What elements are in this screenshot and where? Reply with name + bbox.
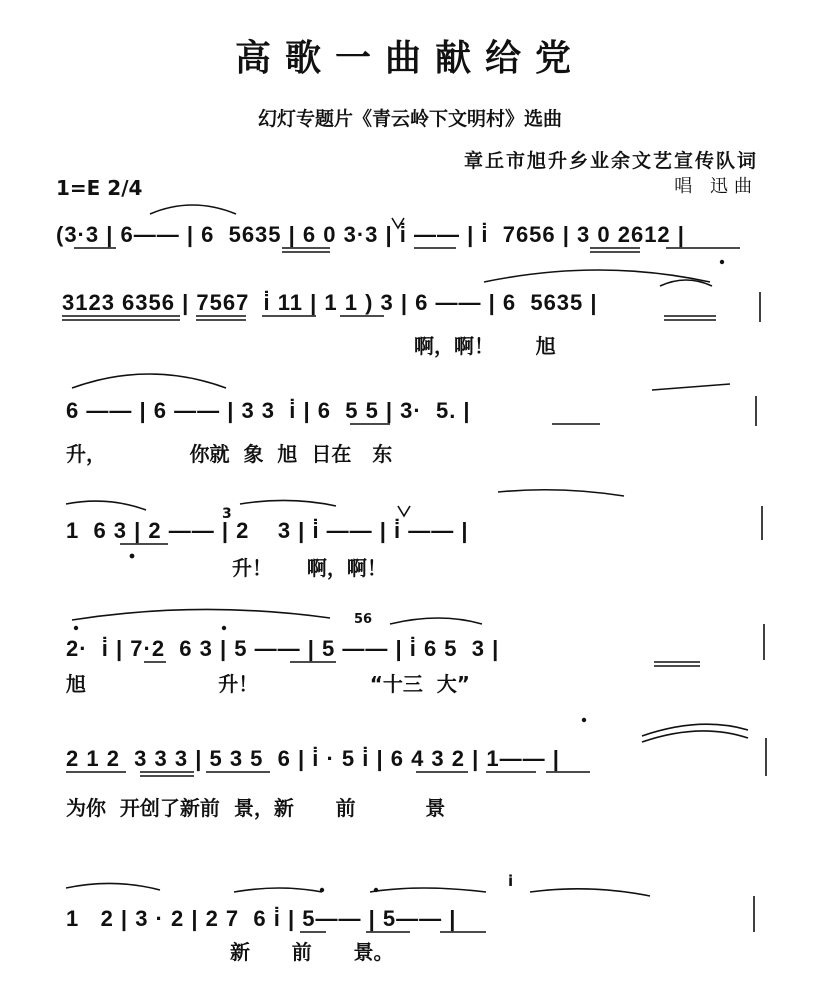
slur bbox=[150, 205, 236, 214]
lyrics-row-3: 升， 你就 象 旭 日在 东 bbox=[66, 442, 393, 466]
lyrics-row-5: 旭 升！ “十三 大” bbox=[66, 672, 470, 696]
slur bbox=[390, 618, 482, 624]
song-title: 高歌一曲献给党 bbox=[234, 38, 585, 79]
notation-row-1: (3·3 | 6—— | 6 5635 | 6 0 3·3 | i̇ —— | i̇ 7656 | 3 0 2612 | bbox=[56, 222, 685, 247]
slur bbox=[498, 490, 624, 496]
slur bbox=[240, 500, 336, 506]
slur bbox=[66, 501, 146, 510]
grace-note-1: 3 bbox=[222, 506, 232, 522]
octave-dot bbox=[582, 718, 586, 722]
lyrics-row-2: 啊，啊！ 旭 bbox=[414, 334, 556, 358]
slur bbox=[530, 889, 650, 896]
slur bbox=[234, 888, 322, 892]
slur bbox=[72, 609, 330, 620]
slur bbox=[652, 384, 730, 390]
octave-dot bbox=[720, 260, 724, 264]
notation-row-4: 1 6 3 | 2 —— | 2 3 | i̇ —— | i̇ —— | bbox=[66, 518, 469, 543]
grace-note-3: i bbox=[508, 872, 514, 890]
slur bbox=[72, 374, 226, 388]
octave-dot bbox=[320, 888, 324, 892]
lyrics-row-7: 新 前 景。 bbox=[230, 940, 394, 964]
lyricist-credit: 章丘市旭升乡业余文艺宣传队词 bbox=[463, 150, 758, 172]
notation-row-2: 3123 6356 | 7567 i̇ 11 | 1 1 ) 3 | 6 —— | 6 5635 | bbox=[62, 290, 598, 315]
breath-mark bbox=[392, 218, 404, 228]
octave-dot bbox=[374, 888, 378, 892]
key-signature: 1=E 2/4 bbox=[56, 176, 143, 200]
octave-dot bbox=[222, 626, 226, 630]
breath-mark bbox=[398, 506, 410, 516]
notation-row-3: 6 —— | 6 —— | 3 3 i̇ | 6 5 5 | 3· 5. | bbox=[66, 398, 471, 423]
grace-note-2: 56 bbox=[354, 612, 373, 627]
notation-row-6: 2 1 2 3 3 3 | 5 3 5 6 | i̇ · 5 i̇ | 6 4 3 2 | 1—— | bbox=[66, 746, 560, 771]
notation-row-5: 2· i̇ | 7·2 6 3 | 5 —— | 5 —— | i̇ 6 5 3 | bbox=[66, 636, 500, 661]
composer-credit: 唱 迅曲 bbox=[674, 176, 758, 197]
lyrics-row-6: 为你 开创了新前 景，新 前 景 bbox=[66, 796, 446, 820]
octave-dot bbox=[74, 626, 78, 630]
slur bbox=[66, 883, 160, 890]
song-subtitle: 幻灯专题片《青云岭下文明村》选曲 bbox=[257, 108, 562, 130]
notation-row-7: 1 2 | 3 · 2 | 2 7 6 i̇ | 5—— | 5—— | bbox=[66, 906, 457, 931]
octave-dot bbox=[130, 554, 135, 559]
lyrics-row-4: 升！ 啊，啊！ bbox=[232, 556, 387, 580]
slur bbox=[642, 731, 748, 742]
slur bbox=[370, 888, 486, 892]
